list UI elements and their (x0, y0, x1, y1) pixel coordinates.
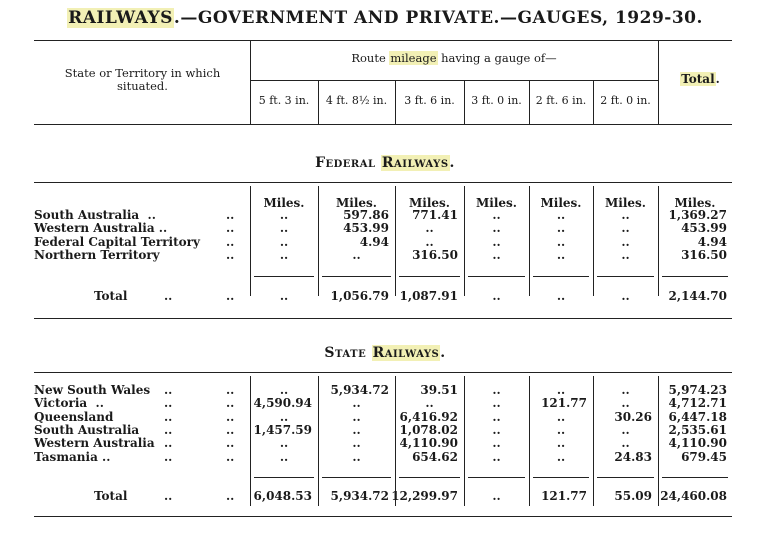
state-cell-3ft0: .. (492, 409, 501, 424)
state-cell-3ft6: 39.51 (420, 383, 458, 397)
state-total-3ft6: 12,299.97 (391, 489, 458, 503)
federal-total-2ft6: .. (556, 289, 566, 303)
state-cell-5ft3: .. (279, 449, 289, 464)
leader-dots: .. (164, 383, 173, 397)
leader-dots: .. (164, 449, 173, 464)
state-row-label: Tasmania .. (34, 449, 111, 464)
state-cell-4ft8: .. (352, 409, 361, 424)
gauge-header-3ft0: 3 ft. 0 in. (471, 94, 522, 107)
units-label-total: Miles. (674, 196, 716, 210)
state-cell-3ft0: .. (492, 383, 501, 397)
federal-title-highlight: Railways (381, 155, 449, 171)
federal-cell-5ft3: .. (279, 234, 289, 249)
leader-dots: .. (164, 409, 173, 424)
state-cell-3ft6: 654.62 (412, 449, 458, 464)
state-cell-3ft0: .. (492, 436, 501, 451)
state-cell-2ft6: .. (556, 383, 566, 397)
gauge-header-3ft6: 3 ft. 6 in. (404, 94, 455, 107)
federal-cell-2ft6: .. (556, 234, 566, 249)
federal-cell-2ft0: .. (621, 221, 630, 236)
federal-cell-4ft8: .. (352, 247, 361, 262)
state-section-title (0, 345, 770, 361)
federal-bottom-rule (34, 318, 732, 319)
state-cell-4ft8: .. (352, 436, 361, 451)
federal-cell-total: 4.94 (697, 234, 727, 249)
state-cell-3ft0: .. (492, 449, 501, 464)
federal-row-label: South Australia .. (34, 208, 156, 222)
leader-dots: .. (226, 247, 235, 262)
state-column-header: State or Territory in which situated. (64, 66, 221, 93)
leader-dots: .. (226, 436, 235, 451)
subtotal-rule (254, 276, 314, 277)
state-cell-2ft0: .. (621, 436, 630, 451)
state-cell-4ft8: .. (352, 449, 361, 464)
leader-dots: .. (226, 449, 235, 464)
federal-cell-3ft0: .. (492, 234, 501, 249)
title-rest: .—GOVERNMENT AND PRIVATE.—GAUGES, 1929-30. (173, 8, 703, 28)
federal-cell-3ft6: .. (425, 234, 434, 249)
state-cell-2ft6: .. (556, 449, 566, 464)
state-total-2ft6: 121.77 (541, 489, 587, 503)
state-cell-total: 6,447.18 (668, 409, 727, 424)
subtotal-rule (533, 276, 589, 277)
state-total-2ft0: 55.09 (614, 489, 652, 503)
federal-cell-4ft8: 453.99 (343, 221, 389, 236)
subtotal-rule (399, 276, 460, 277)
state-cell-total: 679.45 (681, 449, 727, 464)
federal-cell-3ft0: .. (492, 221, 501, 236)
state-cell-total: 4,712.71 (668, 396, 727, 411)
state-top-rule (34, 372, 732, 373)
state-cell-5ft3: .. (279, 436, 289, 451)
federal-cell-3ft0: .. (492, 208, 501, 222)
federal-cell-total: 316.50 (681, 247, 727, 262)
header-divider-right (658, 40, 659, 124)
federal-cell-3ft6: 771.41 (412, 208, 458, 222)
federal-cell-3ft6: 316.50 (412, 247, 458, 262)
state-row-label: New South Wales (34, 383, 151, 397)
units-label-4ft8: Miles. (336, 196, 377, 210)
leader-dots: .. (226, 234, 235, 249)
federal-cell-2ft0: .. (621, 247, 630, 262)
leader-dots: .. (226, 208, 235, 222)
state-row-label: South Australia (34, 422, 140, 437)
federal-row-label: Federal Capital Territory (34, 234, 200, 249)
gauge-sub-rule (250, 80, 658, 81)
units-label-3ft0: Miles. (476, 196, 517, 210)
state-cell-3ft6: .. (425, 396, 434, 411)
state-bottom-rule (34, 516, 732, 517)
state-cell-3ft6: 1,078.02 (399, 422, 458, 437)
state-cell-2ft0: .. (621, 383, 630, 397)
state-cell-3ft6: 6,416.92 (399, 409, 458, 424)
federal-cell-5ft3: .. (279, 221, 289, 236)
route-prefix: Route (351, 51, 390, 65)
federal-total-3ft6: 1,087.91 (399, 289, 458, 303)
header-top-rule (34, 40, 732, 41)
state-total-3ft0: .. (492, 489, 501, 503)
state-cell-2ft0: 24.83 (614, 449, 652, 464)
state-cell-2ft0: 30.26 (614, 409, 652, 424)
state-cell-2ft6: .. (556, 436, 566, 451)
federal-cell-4ft8: 4.94 (359, 234, 389, 249)
federal-total-2ft0: .. (621, 289, 630, 303)
federal-cell-5ft3: .. (279, 247, 289, 262)
total-column-header (660, 72, 740, 86)
gauge-header-2ft6: 2 ft. 6 in. (535, 94, 587, 107)
state-cell-2ft6: .. (556, 422, 566, 437)
state-row-label: Queensland (34, 409, 114, 424)
units-label-2ft6: Miles. (540, 196, 582, 210)
route-mileage-header (250, 51, 658, 65)
federal-cell-total: 453.99 (681, 221, 727, 236)
state-cell-4ft8: .. (352, 396, 361, 411)
federal-cell-2ft6: .. (556, 247, 566, 262)
header-bottom-rule (34, 124, 732, 125)
route-highlight: mileage (390, 51, 437, 65)
leader-dots: .. (164, 436, 173, 451)
federal-total-label: Total (94, 289, 128, 303)
leader-dots: .. (226, 422, 235, 437)
federal-cell-2ft6: .. (556, 221, 566, 236)
subtotal-rule (597, 477, 654, 478)
federal-title-prefix: Federal (315, 155, 381, 171)
federal-top-rule (34, 182, 732, 183)
total-header-dot: . (715, 72, 720, 86)
state-cell-3ft6: 4,110.90 (399, 436, 458, 451)
state-cell-5ft3: .. (279, 409, 289, 424)
federal-row-label: Western Australia .. (34, 221, 168, 236)
state-row-label: Victoria .. (34, 396, 104, 411)
leader-dots: .. (226, 396, 235, 411)
federal-cell-2ft0: .. (621, 234, 630, 249)
federal-total-4ft8: 1,056.79 (330, 289, 389, 303)
state-cell-2ft0: .. (621, 422, 630, 437)
subtotal-rule (597, 276, 654, 277)
federal-title-suffix: . (449, 155, 455, 171)
subtotal-rule (254, 477, 314, 478)
state-cell-total: 2,535.61 (668, 422, 727, 437)
leader-dots: .. (164, 422, 173, 437)
state-row-label: Western Australia (34, 436, 155, 451)
federal-cell-2ft6: .. (556, 208, 566, 222)
federal-cell-total: 1,369.27 (668, 208, 727, 222)
state-cell-3ft0: .. (492, 396, 501, 411)
state-total-label: Total (94, 489, 128, 503)
leader-dots: .. (226, 289, 235, 303)
state-title-suffix: . (440, 345, 446, 361)
subtotal-rule (662, 477, 728, 478)
subtotal-rule (468, 477, 525, 478)
federal-total-total: 2,144.70 (668, 289, 727, 303)
subtotal-rule (322, 276, 391, 277)
federal-cell-3ft0: .. (492, 247, 501, 262)
federal-cell-3ft6: .. (425, 221, 434, 236)
state-title-highlight: Railways (372, 345, 440, 361)
leader-dots: .. (226, 409, 235, 424)
table-title (0, 8, 770, 28)
state-cell-4ft8: .. (352, 422, 361, 437)
state-cell-2ft0: .. (621, 396, 630, 411)
state-cell-2ft6: 121.77 (541, 396, 587, 411)
federal-total-3ft0: .. (492, 289, 501, 303)
federal-cell-5ft3: .. (279, 208, 289, 222)
state-title-prefix: State (324, 345, 372, 361)
federal-section-title (0, 155, 770, 171)
state-cell-3ft0: .. (492, 422, 501, 437)
units-label-2ft0: Miles. (605, 196, 646, 210)
subtotal-rule (322, 477, 391, 478)
gauge-header-2ft0: 2 ft. 0 in. (600, 94, 651, 107)
state-cell-5ft3: .. (279, 383, 289, 397)
subtotal-rule (533, 477, 589, 478)
federal-cell-2ft0: .. (621, 208, 630, 222)
subtotal-rule (662, 276, 728, 277)
leader-dots: .. (164, 289, 173, 303)
gauge-header-5ft3: 5 ft. 3 in. (258, 94, 310, 107)
state-cell-4ft8: 5,934.72 (330, 383, 389, 397)
gauge-header-4ft8: 4 ft. 8½ in. (325, 94, 388, 107)
leader-dots: .. (226, 221, 235, 236)
state-total-4ft8: 5,934.72 (330, 489, 389, 503)
state-total-5ft3: 6,048.53 (253, 489, 312, 503)
units-label-5ft3: Miles. (263, 196, 305, 210)
leader-dots: .. (226, 383, 235, 397)
federal-cell-4ft8: 597.86 (343, 208, 389, 222)
subtotal-rule (399, 477, 460, 478)
state-cell-5ft3: 1,457.59 (253, 422, 312, 437)
state-cell-total: 5,974.23 (668, 383, 727, 397)
federal-row-label: Northern Territory (34, 247, 160, 262)
leader-dots: .. (164, 396, 173, 411)
federal-total-5ft3: .. (279, 289, 289, 303)
state-cell-total: 4,110.90 (668, 436, 727, 451)
subtotal-rule (468, 276, 525, 277)
leader-dots: .. (164, 489, 173, 503)
total-header-highlight: Total (681, 72, 715, 86)
state-cell-2ft6: .. (556, 409, 566, 424)
leader-dots: .. (226, 489, 235, 503)
units-label-3ft6: Miles. (409, 196, 450, 210)
title-highlight: RAILWAYS (68, 8, 173, 28)
state-cell-5ft3: 4,590.94 (253, 396, 312, 411)
route-suffix: having a gauge of— (437, 51, 557, 65)
state-total-total: 24,460.08 (660, 489, 727, 503)
